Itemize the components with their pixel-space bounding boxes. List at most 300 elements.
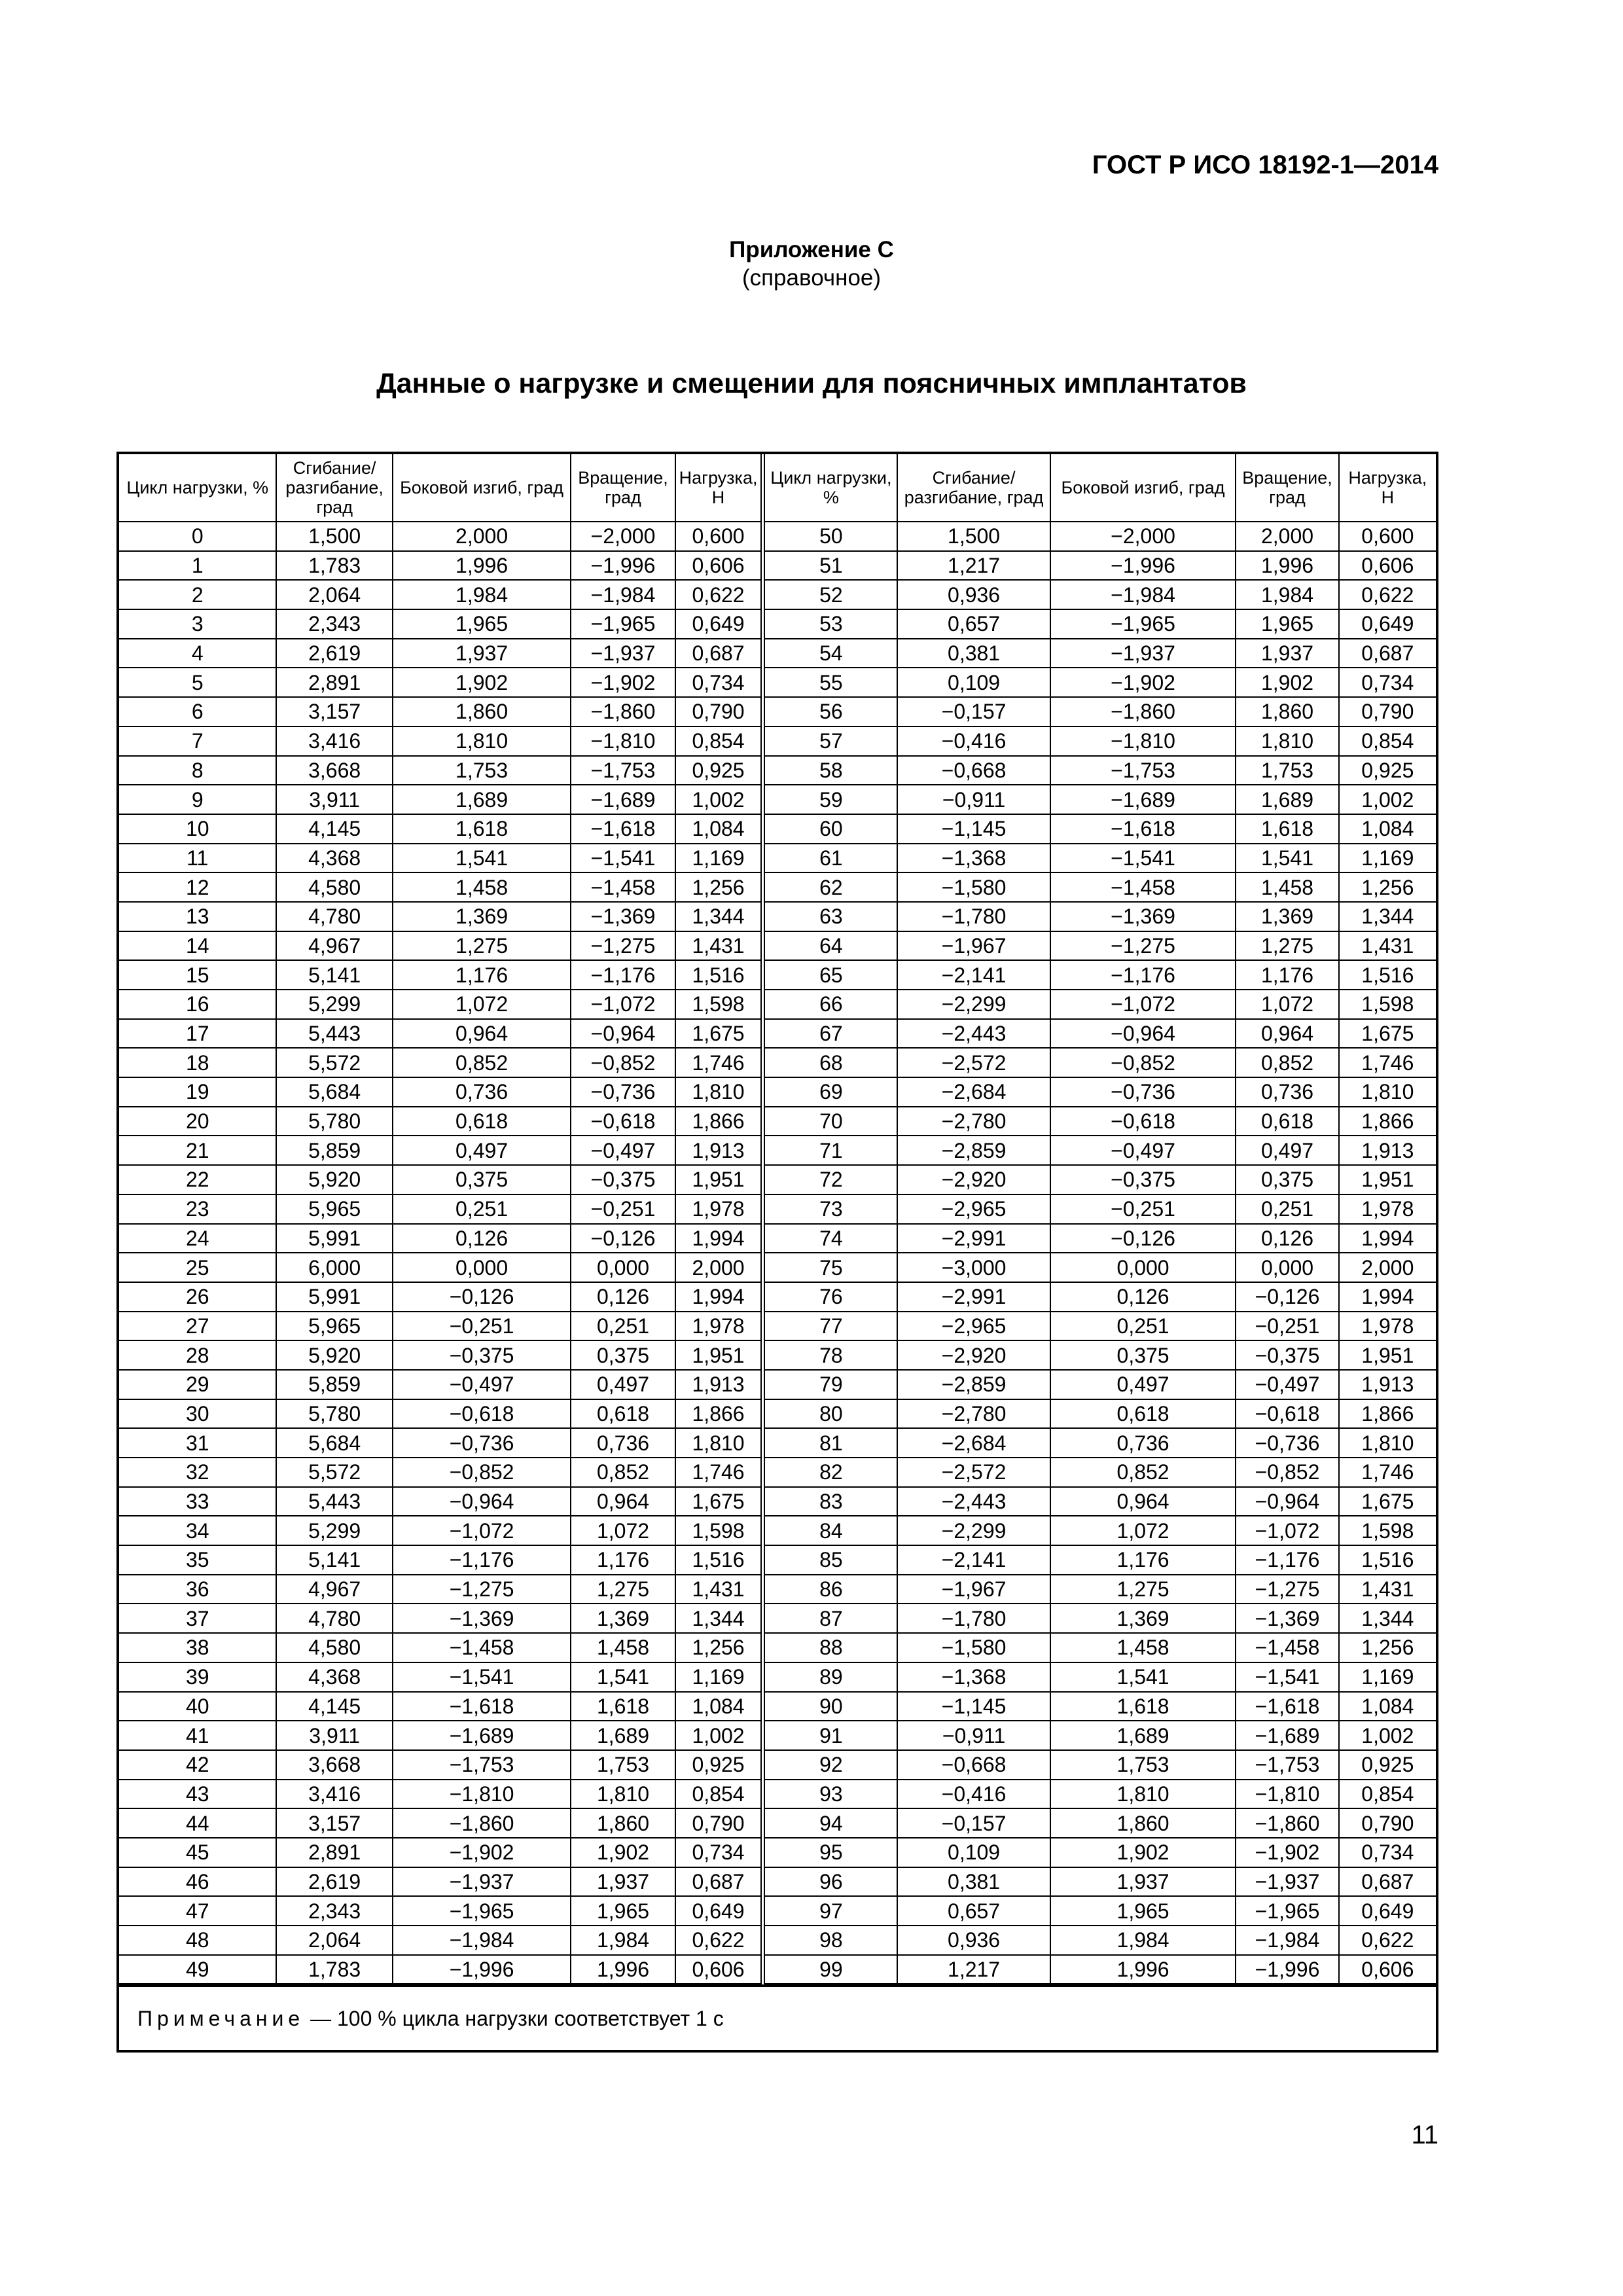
cell-rotation: 1,689: [571, 1721, 675, 1750]
table-row: [119, 1194, 1436, 1224]
cell-load: 1,951: [675, 1165, 763, 1194]
cell-rotation: 1,965: [571, 1896, 675, 1926]
cell-rotation: −0,964: [571, 1019, 675, 1049]
cell-lateral-bending: −0,251: [1050, 1194, 1236, 1224]
table-row: [119, 1633, 1436, 1662]
table-row: [119, 522, 1436, 551]
cell-load-cycle: 50: [763, 522, 897, 551]
cell-load-cycle: 15: [119, 960, 276, 990]
cell-load-cycle: 12: [119, 872, 276, 902]
cell-load-cycle: 87: [763, 1604, 897, 1633]
table-row: [119, 726, 1436, 756]
table-row: [119, 1136, 1436, 1165]
cell-lateral-bending: −1,753: [393, 1750, 571, 1780]
cell-lateral-bending: 1,458: [1050, 1633, 1236, 1662]
cell-lateral-bending: −1,541: [1050, 844, 1236, 873]
cell-load: 1,084: [675, 1692, 763, 1721]
table-title: Данные о нагрузке и смещении для поясничных имплантатов: [376, 368, 1247, 399]
cell-load: 1,746: [675, 1048, 763, 1077]
cell-flexion-extension: −2,572: [897, 1458, 1050, 1487]
cell-rotation: 1,689: [1236, 785, 1338, 814]
cell-load-cycle: 89: [763, 1662, 897, 1692]
table-row: [119, 1048, 1436, 1077]
cell-load-cycle: 70: [763, 1107, 897, 1136]
cell-flexion-extension: −1,780: [897, 902, 1050, 931]
cell-load-cycle: 34: [119, 1516, 276, 1545]
cell-rotation: −1,618: [571, 814, 675, 844]
cell-flexion-extension: −2,299: [897, 1516, 1050, 1545]
appendix-title: Приложение С: [729, 237, 894, 262]
cell-rotation: 1,753: [571, 1750, 675, 1780]
table-row: [119, 1721, 1436, 1750]
cell-rotation: 1,996: [571, 1955, 675, 1984]
table-row: [119, 551, 1436, 581]
cell-load: 1,169: [1339, 1662, 1436, 1692]
cell-load: 1,169: [675, 844, 763, 873]
cell-lateral-bending: −0,736: [1050, 1077, 1236, 1107]
cell-flexion-extension: 2,343: [276, 609, 392, 639]
cell-flexion-extension: −2,920: [897, 1165, 1050, 1194]
table-row: [119, 1545, 1436, 1575]
cell-rotation: −1,937: [571, 639, 675, 668]
cell-lateral-bending: −1,902: [1050, 668, 1236, 697]
cell-load-cycle: 56: [763, 697, 897, 726]
cell-load: 0,925: [675, 756, 763, 785]
cell-flexion-extension: 2,064: [276, 580, 392, 609]
cell-load: 1,431: [1339, 931, 1436, 961]
cell-lateral-bending: −1,176: [393, 1545, 571, 1575]
cell-rotation: −1,984: [571, 580, 675, 609]
cell-load-cycle: 75: [763, 1253, 897, 1282]
cell-load-cycle: 16: [119, 990, 276, 1019]
cell-load-cycle: 20: [119, 1107, 276, 1136]
cell-flexion-extension: 2,619: [276, 1867, 392, 1897]
cell-rotation: −0,852: [1236, 1458, 1338, 1487]
cell-rotation: 0,736: [571, 1428, 675, 1458]
table-row: [119, 668, 1436, 697]
cell-load: 1,256: [1339, 1633, 1436, 1662]
cell-rotation: 0,126: [1236, 1224, 1338, 1253]
cell-load-cycle: 36: [119, 1575, 276, 1604]
cell-load: 1,866: [675, 1107, 763, 1136]
cell-load-cycle: 79: [763, 1370, 897, 1399]
cell-lateral-bending: −1,965: [1050, 609, 1236, 639]
cell-flexion-extension: 0,381: [897, 1867, 1050, 1897]
cell-flexion-extension: 5,572: [276, 1048, 392, 1077]
cell-lateral-bending: −1,996: [393, 1955, 571, 1984]
cell-load-cycle: 99: [763, 1955, 897, 1984]
cell-load-cycle: 57: [763, 726, 897, 756]
cell-flexion-extension: −2,965: [897, 1312, 1050, 1341]
table-row: [119, 1487, 1436, 1516]
cell-load-cycle: 88: [763, 1633, 897, 1662]
cell-rotation: 0,375: [1236, 1165, 1338, 1194]
table-row: [119, 1165, 1436, 1194]
cell-flexion-extension: −2,141: [897, 960, 1050, 990]
cell-lateral-bending: 0,375: [393, 1165, 571, 1194]
cell-lateral-bending: 2,000: [393, 522, 571, 551]
cell-flexion-extension: −2,859: [897, 1370, 1050, 1399]
cell-lateral-bending: 1,984: [1050, 1926, 1236, 1955]
cell-flexion-extension: 5,299: [276, 1516, 392, 1545]
cell-lateral-bending: −1,275: [1050, 931, 1236, 961]
cell-lateral-bending: −0,375: [1050, 1165, 1236, 1194]
cell-flexion-extension: 0,936: [897, 580, 1050, 609]
cell-load: 1,913: [1339, 1136, 1436, 1165]
cell-load: 0,734: [675, 1838, 763, 1867]
cell-flexion-extension: 3,157: [276, 1808, 392, 1838]
cell-load-cycle: 96: [763, 1867, 897, 1897]
cell-rotation: −0,497: [571, 1136, 675, 1165]
cell-lateral-bending: −0,375: [393, 1340, 571, 1370]
cell-flexion-extension: −2,991: [897, 1282, 1050, 1312]
cell-lateral-bending: 1,689: [393, 785, 571, 814]
cell-load-cycle: 76: [763, 1282, 897, 1312]
cell-flexion-extension: 5,443: [276, 1487, 392, 1516]
cell-load-cycle: 42: [119, 1750, 276, 1780]
cell-load: 1,598: [675, 1516, 763, 1545]
cell-load: 1,431: [675, 931, 763, 961]
cell-rotation: −0,497: [1236, 1370, 1338, 1399]
table-row: [119, 580, 1436, 609]
cell-lateral-bending: 0,126: [393, 1224, 571, 1253]
cell-rotation: −1,965: [1236, 1896, 1338, 1926]
cell-flexion-extension: −2,141: [897, 1545, 1050, 1575]
table-row: [119, 785, 1436, 814]
cell-lateral-bending: 1,369: [1050, 1604, 1236, 1633]
cell-flexion-extension: 1,783: [276, 1955, 392, 1984]
cell-flexion-extension: 4,145: [276, 814, 392, 844]
cell-flexion-extension: −1,145: [897, 814, 1050, 844]
page-number: 11: [1411, 2121, 1438, 2149]
cell-load: 1,344: [1339, 902, 1436, 931]
cell-load: 0,790: [675, 697, 763, 726]
cell-flexion-extension: 4,580: [276, 872, 392, 902]
table-row: [119, 1077, 1436, 1107]
cell-flexion-extension: −0,416: [897, 726, 1050, 756]
cell-load: 1,002: [1339, 785, 1436, 814]
cell-load: 2,000: [675, 1253, 763, 1282]
cell-flexion-extension: 1,500: [897, 522, 1050, 551]
cell-load-cycle: 35: [119, 1545, 276, 1575]
cell-load: 0,649: [675, 1896, 763, 1926]
cell-load-cycle: 94: [763, 1808, 897, 1838]
cell-lateral-bending: 0,000: [393, 1253, 571, 1282]
cell-lateral-bending: −1,541: [393, 1662, 571, 1692]
cell-load: 1,344: [1339, 1604, 1436, 1633]
cell-load: 0,622: [675, 580, 763, 609]
cell-load: 0,687: [1339, 1867, 1436, 1897]
cell-load: 1,675: [675, 1019, 763, 1049]
cell-load-cycle: 81: [763, 1428, 897, 1458]
table-row: [119, 639, 1436, 668]
table-row: [119, 756, 1436, 785]
cell-flexion-extension: −2,859: [897, 1136, 1050, 1165]
cell-load-cycle: 78: [763, 1340, 897, 1370]
cell-load-cycle: 3: [119, 609, 276, 639]
cell-lateral-bending: 0,126: [1050, 1282, 1236, 1312]
cell-load: 1,951: [1339, 1340, 1436, 1370]
header-lateral-bending: Боковой изгиб, град: [393, 454, 571, 522]
cell-rotation: −1,965: [571, 609, 675, 639]
note-label: Примечание: [137, 2007, 305, 2031]
cell-load: 0,649: [675, 609, 763, 639]
cell-load-cycle: 45: [119, 1838, 276, 1867]
table-row: [119, 1955, 1436, 1984]
cell-lateral-bending: 0,964: [393, 1019, 571, 1049]
cell-load-cycle: 84: [763, 1516, 897, 1545]
table-row: [119, 1107, 1436, 1136]
cell-lateral-bending: 1,860: [393, 697, 571, 726]
cell-load: 0,606: [1339, 1955, 1436, 1984]
cell-load-cycle: 53: [763, 609, 897, 639]
table-row: [119, 1867, 1436, 1897]
cell-load: 1,002: [1339, 1721, 1436, 1750]
cell-flexion-extension: 5,780: [276, 1399, 392, 1429]
cell-load: 1,913: [675, 1370, 763, 1399]
cell-load-cycle: 38: [119, 1633, 276, 1662]
cell-flexion-extension: 4,580: [276, 1633, 392, 1662]
cell-rotation: −1,753: [1236, 1750, 1338, 1780]
table-row: [119, 1340, 1436, 1370]
cell-load: 1,746: [1339, 1048, 1436, 1077]
cell-load: 0,925: [1339, 756, 1436, 785]
cell-lateral-bending: 0,618: [1050, 1399, 1236, 1429]
table-row: [119, 1370, 1436, 1399]
cell-flexion-extension: 1,783: [276, 551, 392, 581]
cell-flexion-extension: 3,668: [276, 756, 392, 785]
cell-load-cycle: 44: [119, 1808, 276, 1838]
cell-flexion-extension: 0,109: [897, 668, 1050, 697]
cell-lateral-bending: −0,126: [1050, 1224, 1236, 1253]
header-rotation: Вращение, град: [1236, 454, 1338, 522]
cell-rotation: 0,497: [571, 1370, 675, 1399]
cell-load: 1,431: [675, 1575, 763, 1604]
table-body: [119, 522, 1436, 1984]
data-table-frame: [116, 452, 1438, 2053]
cell-load-cycle: 48: [119, 1926, 276, 1955]
header-load: Нагрузка, Н: [1339, 454, 1436, 522]
cell-flexion-extension: 5,920: [276, 1340, 392, 1370]
cell-rotation: −1,458: [1236, 1633, 1338, 1662]
cell-lateral-bending: 0,375: [1050, 1340, 1236, 1370]
cell-load: 1,598: [1339, 990, 1436, 1019]
cell-lateral-bending: 0,251: [1050, 1312, 1236, 1341]
cell-lateral-bending: 1,965: [1050, 1896, 1236, 1926]
cell-load-cycle: 90: [763, 1692, 897, 1721]
cell-flexion-extension: 0,936: [897, 1926, 1050, 1955]
cell-load-cycle: 1: [119, 551, 276, 581]
cell-rotation: −1,618: [1236, 1692, 1338, 1721]
cell-flexion-extension: 4,145: [276, 1692, 392, 1721]
cell-lateral-bending: 0,497: [1050, 1370, 1236, 1399]
cell-flexion-extension: −1,780: [897, 1604, 1050, 1633]
cell-load-cycle: 26: [119, 1282, 276, 1312]
cell-lateral-bending: −0,618: [1050, 1107, 1236, 1136]
cell-rotation: 0,000: [1236, 1253, 1338, 1282]
header-load-cycle: Цикл нагрузки, %: [763, 454, 897, 522]
cell-lateral-bending: −0,852: [1050, 1048, 1236, 1077]
cell-load-cycle: 37: [119, 1604, 276, 1633]
cell-load-cycle: 27: [119, 1312, 276, 1341]
cell-load-cycle: 6: [119, 697, 276, 726]
header-flexion-extension: Сгибание/ разгибание, град: [276, 454, 392, 522]
cell-load: 1,810: [1339, 1077, 1436, 1107]
cell-lateral-bending: −1,860: [393, 1808, 571, 1838]
cell-lateral-bending: 1,458: [393, 872, 571, 902]
cell-load: 1,675: [1339, 1019, 1436, 1049]
cell-load-cycle: 91: [763, 1721, 897, 1750]
cell-flexion-extension: −2,965: [897, 1194, 1050, 1224]
cell-rotation: 1,541: [1236, 844, 1338, 873]
header-rotation: Вращение, град: [571, 454, 675, 522]
table-header-row: [119, 454, 1436, 522]
cell-load: 0,687: [1339, 639, 1436, 668]
cell-lateral-bending: 1,275: [393, 931, 571, 961]
cell-load: 0,854: [1339, 726, 1436, 756]
cell-load-cycle: 74: [763, 1224, 897, 1253]
table-row: [119, 1312, 1436, 1341]
cell-load: 0,606: [675, 1955, 763, 1984]
cell-load: 1,866: [1339, 1399, 1436, 1429]
cell-load: 1,516: [1339, 960, 1436, 990]
cell-load: 0,606: [1339, 551, 1436, 581]
cell-load-cycle: 67: [763, 1019, 897, 1049]
cell-load: 1,675: [1339, 1487, 1436, 1516]
cell-load: 1,084: [1339, 1692, 1436, 1721]
cell-flexion-extension: 5,965: [276, 1312, 392, 1341]
table-row: [119, 1926, 1436, 1955]
table-row: [119, 1780, 1436, 1809]
table-row: [119, 1428, 1436, 1458]
cell-lateral-bending: −1,072: [1050, 990, 1236, 1019]
cell-load-cycle: 17: [119, 1019, 276, 1049]
cell-load-cycle: 19: [119, 1077, 276, 1107]
cell-lateral-bending: −0,964: [1050, 1019, 1236, 1049]
cell-load: 1,951: [675, 1340, 763, 1370]
cell-rotation: 1,810: [571, 1780, 675, 1809]
cell-lateral-bending: 0,000: [1050, 1253, 1236, 1282]
cell-flexion-extension: 4,780: [276, 902, 392, 931]
cell-load-cycle: 63: [763, 902, 897, 931]
cell-load-cycle: 33: [119, 1487, 276, 1516]
cell-rotation: 1,860: [1236, 697, 1338, 726]
cell-load: 1,002: [675, 1721, 763, 1750]
cell-load-cycle: 69: [763, 1077, 897, 1107]
cell-lateral-bending: −0,618: [393, 1399, 571, 1429]
cell-load-cycle: 28: [119, 1340, 276, 1370]
cell-flexion-extension: 5,859: [276, 1370, 392, 1399]
cell-rotation: −1,860: [1236, 1808, 1338, 1838]
cell-lateral-bending: 1,937: [1050, 1867, 1236, 1897]
cell-rotation: −0,375: [1236, 1340, 1338, 1370]
cell-lateral-bending: 0,497: [393, 1136, 571, 1165]
cell-lateral-bending: −0,852: [393, 1458, 571, 1487]
cell-load-cycle: 43: [119, 1780, 276, 1809]
cell-rotation: −1,541: [571, 844, 675, 873]
cell-load-cycle: 59: [763, 785, 897, 814]
cell-load-cycle: 68: [763, 1048, 897, 1077]
cell-rotation: −0,618: [1236, 1399, 1338, 1429]
cell-rotation: −1,458: [571, 872, 675, 902]
cell-flexion-extension: 3,416: [276, 726, 392, 756]
cell-load-cycle: 62: [763, 872, 897, 902]
cell-flexion-extension: 5,141: [276, 960, 392, 990]
cell-lateral-bending: −1,458: [1050, 872, 1236, 902]
table-row: [119, 697, 1436, 726]
cell-load-cycle: 31: [119, 1428, 276, 1458]
cell-flexion-extension: 0,381: [897, 639, 1050, 668]
cell-rotation: 2,000: [1236, 522, 1338, 551]
cell-rotation: −0,852: [571, 1048, 675, 1077]
cell-rotation: −0,251: [571, 1194, 675, 1224]
cell-flexion-extension: 5,991: [276, 1282, 392, 1312]
table-row: [119, 1575, 1436, 1604]
cell-flexion-extension: −0,911: [897, 785, 1050, 814]
cell-flexion-extension: 2,343: [276, 1896, 392, 1926]
appendix-type: (справочное): [741, 265, 882, 291]
cell-rotation: 0,126: [571, 1282, 675, 1312]
table-row: [119, 1604, 1436, 1633]
cell-load: 1,169: [1339, 844, 1436, 873]
cell-load: 1,431: [1339, 1575, 1436, 1604]
cell-load-cycle: 7: [119, 726, 276, 756]
cell-flexion-extension: 1,500: [276, 522, 392, 551]
cell-flexion-extension: −2,443: [897, 1487, 1050, 1516]
cell-load: 0,622: [1339, 580, 1436, 609]
cell-load-cycle: 9: [119, 785, 276, 814]
table-row: [119, 844, 1436, 873]
cell-rotation: 1,275: [571, 1575, 675, 1604]
cell-lateral-bending: −1,965: [393, 1896, 571, 1926]
cell-load-cycle: 13: [119, 902, 276, 931]
cell-load: 1,810: [1339, 1428, 1436, 1458]
cell-lateral-bending: 1,072: [393, 990, 571, 1019]
cell-lateral-bending: −1,902: [393, 1838, 571, 1867]
cell-load: 1,516: [1339, 1545, 1436, 1575]
cell-lateral-bending: −1,072: [393, 1516, 571, 1545]
cell-lateral-bending: −1,369: [393, 1604, 571, 1633]
cell-flexion-extension: −3,000: [897, 1253, 1050, 1282]
table-row: [119, 1458, 1436, 1487]
cell-load-cycle: 8: [119, 756, 276, 785]
cell-load: 1,866: [675, 1399, 763, 1429]
cell-flexion-extension: 3,668: [276, 1750, 392, 1780]
cell-flexion-extension: 4,967: [276, 1575, 392, 1604]
cell-rotation: 1,176: [571, 1545, 675, 1575]
cell-lateral-bending: −1,753: [1050, 756, 1236, 785]
table-row: [119, 1224, 1436, 1253]
table-row: [119, 872, 1436, 902]
cell-lateral-bending: −1,937: [393, 1867, 571, 1897]
cell-flexion-extension: −0,911: [897, 1721, 1050, 1750]
cell-flexion-extension: 5,684: [276, 1077, 392, 1107]
cell-load-cycle: 61: [763, 844, 897, 873]
cell-rotation: 0,375: [571, 1340, 675, 1370]
cell-load: 1,256: [675, 872, 763, 902]
cell-load-cycle: 2: [119, 580, 276, 609]
cell-load-cycle: 21: [119, 1136, 276, 1165]
cell-load: 0,734: [675, 668, 763, 697]
cell-rotation: −1,937: [1236, 1867, 1338, 1897]
cell-flexion-extension: 3,157: [276, 697, 392, 726]
cell-lateral-bending: 1,810: [393, 726, 571, 756]
table-row: [119, 1516, 1436, 1545]
cell-rotation: −0,964: [1236, 1487, 1338, 1516]
cell-flexion-extension: 4,967: [276, 931, 392, 961]
cell-lateral-bending: 1,541: [393, 844, 571, 873]
cell-rotation: 0,618: [1236, 1107, 1338, 1136]
